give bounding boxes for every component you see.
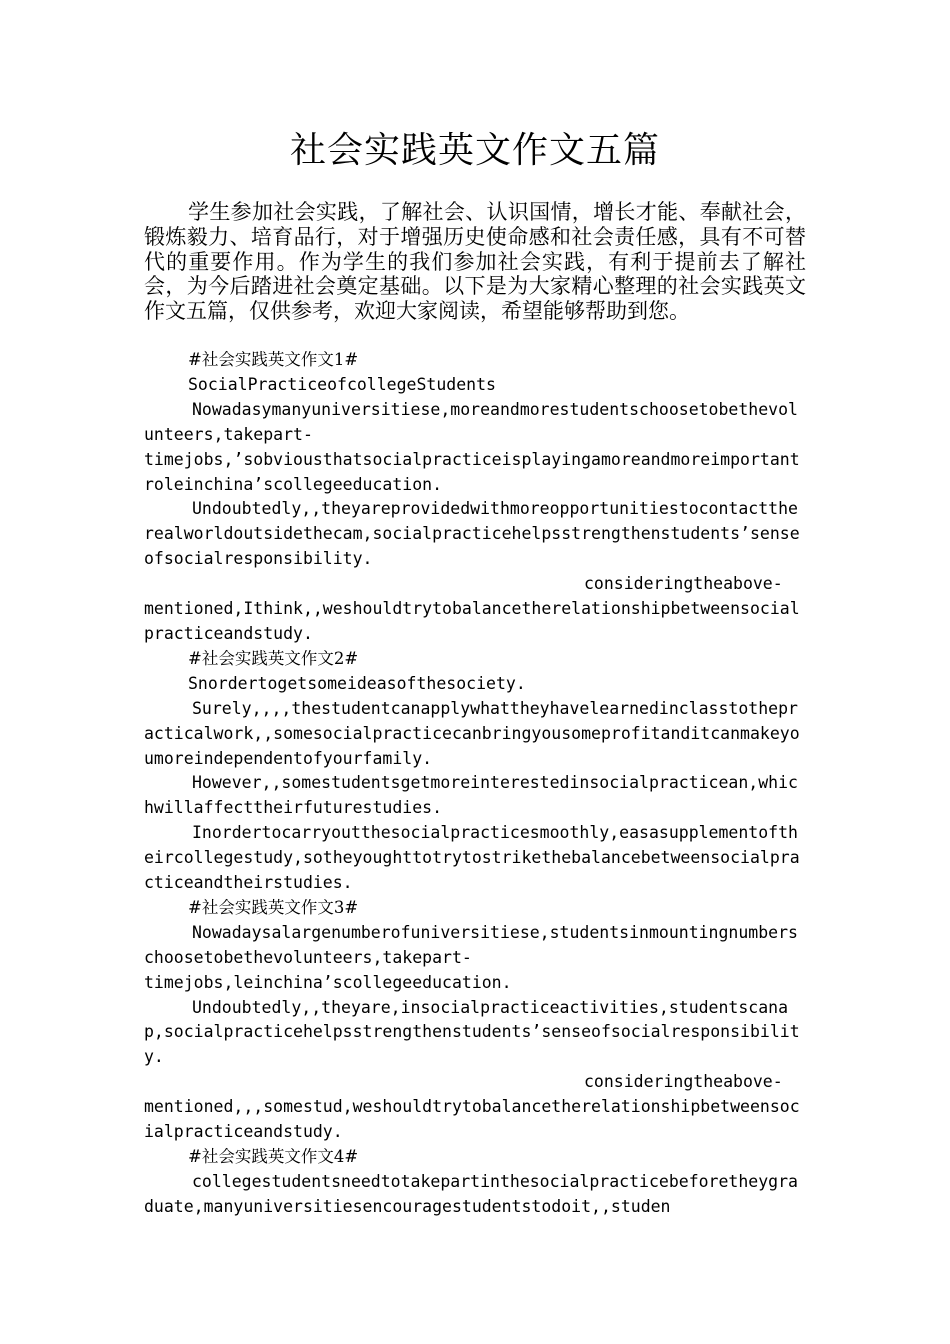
document-title: 社会实践英文作文五篇 bbox=[289, 130, 660, 171]
essay-2-paragraph-4: Inordertocarryoutthesocialpracticesmoothly,easasupplementoftheircollegestudy,sotheyoughttotrytostrikethebalancebetweensocialpracticeandtheirstudies. bbox=[144, 823, 800, 893]
essay-1-paragraph-1: Nowadasymanyuniversitiese,moreandmorestudentschoosetobethevolunteers,takepart- bbox=[144, 399, 798, 444]
essay-3-paragraph-1-continued: timejobs,leinchina’scollegeeducation. bbox=[144, 972, 512, 992]
essay-3-paragraph-2: Undoubtedly,,theyare,insocialpracticeactivities,studentscanap,socialpracticehelpsstrengthenstudents’senseofsocialresponsibility. bbox=[144, 997, 800, 1067]
essay-1-paragraph-3: consideringtheabove- bbox=[584, 574, 783, 594]
essay-3-paragraph-3-continued: mentioned,,,somestud,weshouldtrytobalancetherelationshipbetweensocialpracticeandstudy. bbox=[144, 1097, 800, 1142]
essay-1-paragraph-2: Undoubtedly,,theyareprovidedwithmoreopportunitiestocontacttherealworldoutsidethecam,socialpracticehelpsstrengthenstudents’senseofsocialresponsibility. bbox=[144, 499, 800, 569]
essay-1-title: SocialPracticeofcollegeStudents bbox=[188, 374, 496, 394]
document-body bbox=[144, 348, 806, 1220]
essay-1-paragraph-1-continued: timejobs,’sobviousthatsocialpracticeisplayingamoreandmoreimportantroleinchina’scollegeeducation. bbox=[144, 449, 800, 494]
essay-3-paragraph-3: consideringtheabove- bbox=[584, 1072, 783, 1092]
essay-1-heading: #社会实践英文作文1# bbox=[188, 350, 359, 369]
essay-2-paragraph-1: Snordertogetsomeideasofthesociety. bbox=[188, 673, 526, 693]
essay-1-paragraph-3-continued: mentioned,Ithink,,weshouldtrytobalancetherelationshipbetweensocialpracticeandstudy. bbox=[144, 599, 800, 643]
essay-2-paragraph-2: Surely,,,,thestudentcanapplywhattheyhavelearnedinclasstothepracticalwork,,somesocialpracticecanbringyousomeprofitanditcanmakeyoumoreindependentofyourfamily. bbox=[144, 698, 800, 768]
essay-4-heading: #社会实践英文作文4# bbox=[188, 1147, 359, 1166]
essay-2-paragraph-3: However,,somestudentsgetmoreinterestedinsocialpracticean,whichwillaffecttheirfuturestudies. bbox=[144, 773, 798, 818]
essay-3-paragraph-1: Nowadaysalargenumberofuniversitiese,studentsinmountingnumberschoosetobethevolunteers,takepart- bbox=[144, 922, 798, 967]
essay-2-heading: #社会实践英文作文2# bbox=[188, 648, 359, 668]
essay-3-heading: #社会实践英文作文3# bbox=[188, 897, 359, 917]
essay-4-paragraph-1: collegestudentsneedtotakepartinthesocialpracticebeforetheygraduate,manyuniversitiesencouragestudentstodoit,,studen bbox=[144, 1171, 798, 1216]
intro-paragraph: 学生参加社会实践，了解社会、认识国情，增长才能、奉献社会，锻炼毅力、培育品行，对于增强历史使命感和社会责任感，具有不可替代的重要作用。作为学生的我们参加社会实践，有利于提前去了解社会，为今后踏进社会奠定基础。以下是为大家精心整理的社会实践英文作文五篇，仅供参考，欢迎大家阅读，希望能够帮助到您。 bbox=[144, 200, 806, 324]
